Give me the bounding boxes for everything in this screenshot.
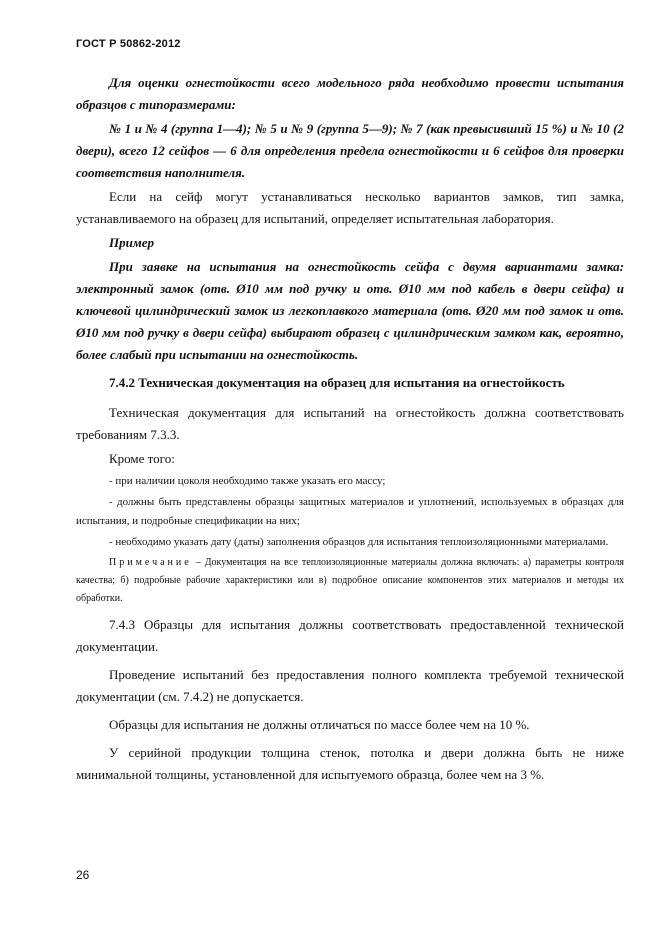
paragraph-7-4-3: 7.4.3 Образцы для испытания должны соответствовать предоставленной технической документации.: [76, 617, 624, 654]
section-heading-7-4-2: 7.4.2 Техническая документация на образец для испытания на огнестойкость: [109, 375, 565, 390]
page-number: 26: [76, 868, 90, 882]
list-item-samples: - должны быть представлены образцы защитных материалов и уплотнений, используемых в образцах для испытания, и подробные спецификации на них;: [76, 496, 624, 527]
note-text: – Документация на все теплоизоляционные материалы должна включать: а) параметры контроля качества; б) подробные рабочие характеристики или в) подробное описание компонентов этих материалов и методы их обработки.: [76, 557, 624, 604]
example-title: Пример: [109, 235, 155, 250]
paragraph-tech-docs: Техническая документация для испытаний на огнестойкость должна соответствовать требованиям 7.3.3.: [76, 405, 624, 442]
page-content: [76, 72, 624, 788]
paragraph-besides: Кроме того:: [109, 451, 175, 466]
list-item-date: - необходимо указать дату (даты) заполнения образцов для испытания теплоизоляционными материалами.: [109, 536, 609, 548]
paragraph-sizes: № 1 и № 4 (группа 1—4); № 5 и № 9 (группа 5—9); № 7 (как превысивший 15 %) и № 10 (2 двери), всего 12 сейфов — 6 для определения предела огнестойкости и 6 сейфов для проверки соответствия наполнителя.: [76, 121, 624, 180]
note: [76, 554, 624, 608]
paragraph-locks: Если на сейф могут устанавливаться несколько вариантов замков, тип замка, устанавливаемого на образец для испытаний, определяет испытательная лаборатория.: [76, 189, 624, 226]
paragraph-model-range: Для оценки огнестойкости всего модельного ряда необходимо провести испытания образцов с типоразмерами:: [76, 75, 624, 112]
paragraph-mass: Образцы для испытания не должны отличаться по массе более чем на 10 %.: [109, 717, 530, 732]
example-text: При заявке на испытания на огнестойкость сейфа с двумя вариантами замка: электронный замок (отв. Ø10 мм под ручку и отв. Ø10 мм под кабель в двери сейфа) и ключевой цилиндрический замок из легкоплавкого материала (отв. Ø20 мм под замок и отв. Ø10 мм под ручку в двери сейфа) выбирают образец с цилиндрическим замком как, вероятно, более слабый при испытании на огнестойкость.: [76, 259, 624, 362]
paragraph-full-set: Проведение испытаний без предоставления полного комплекта требуемой технической документации (см. 7.4.2) не допускается.: [76, 667, 624, 704]
document-id: ГОСТ Р 50862-2012: [76, 38, 181, 50]
paragraph-thickness: У серийной продукции толщина стенок, потолка и двери должна быть не ниже минимальной толщины, установленной для испытуемого образца, более чем на 3 %.: [76, 745, 624, 782]
list-item-plinth: - при наличии цоколя необходимо также указать его массу;: [109, 475, 386, 487]
note-label: Примечание: [109, 557, 192, 568]
